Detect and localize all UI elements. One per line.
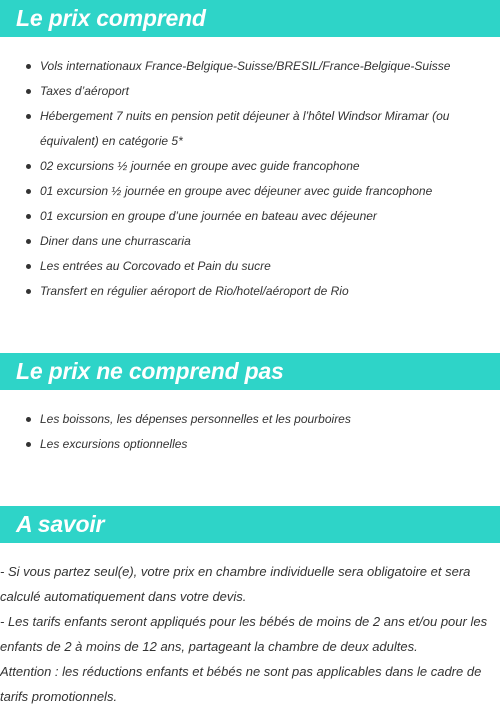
excluded-list: [0, 407, 480, 457]
list-item: 01 excursion en groupe d’une journée en bateau avec déjeuner: [0, 204, 480, 229]
list-item: Transfert en régulier aéroport de Rio/hotel/aéroport de Rio: [0, 279, 480, 304]
list-item: Diner dans une churrascaria: [0, 229, 480, 254]
a-savoir-paragraph: Attention : les réductions enfants et bébés ne sont pas applicables dans le cadre de tarifs promotionnels.: [0, 664, 482, 704]
list-item: Taxes d’aéroport: [0, 79, 480, 104]
list-item: Vols internationaux France-Belgique-Suisse/BRESIL/France-Belgique-Suisse: [0, 54, 480, 79]
a-savoir-paragraph: - Les tarifs enfants seront appliqués pour les bébés de moins de 2 ans et/ou pour les enfants de 2 à moins de 12 ans, partageant la chambre de deux adultes.: [0, 614, 488, 654]
section-header-prix-ne-comprend-pas: [0, 353, 500, 390]
section-title-a-savoir: A savoir: [16, 511, 105, 537]
list-item: 02 excursions ½ journée en groupe avec guide francophone: [0, 154, 480, 179]
list-item: Les excursions optionnelles: [0, 432, 480, 457]
included-list: [0, 54, 480, 304]
list-item: Hébergement 7 nuits en pension petit déjeuner à l’hôtel Windsor Miramar (ou équivalent) en catégorie 5*: [0, 104, 480, 154]
section-header-prix-comprend: [0, 0, 500, 37]
a-savoir-paragraph: - Si vous partez seul(e), votre prix en chambre individuelle sera obligatoire et sera calculé automatiquement dans votre devis.: [0, 564, 471, 604]
a-savoir-text: [0, 559, 500, 709]
list-item: 01 excursion ½ journée en groupe avec déjeuner avec guide francophone: [0, 179, 480, 204]
list-item: Les entrées au Corcovado et Pain du sucre: [0, 254, 480, 279]
section-header-a-savoir: [0, 506, 500, 543]
section-title-prix-comprend: Le prix comprend: [16, 5, 206, 31]
list-item: Les boissons, les dépenses personnelles et les pourboires: [0, 407, 480, 432]
section-title-prix-ne-comprend-pas: Le prix ne comprend pas: [16, 358, 284, 384]
